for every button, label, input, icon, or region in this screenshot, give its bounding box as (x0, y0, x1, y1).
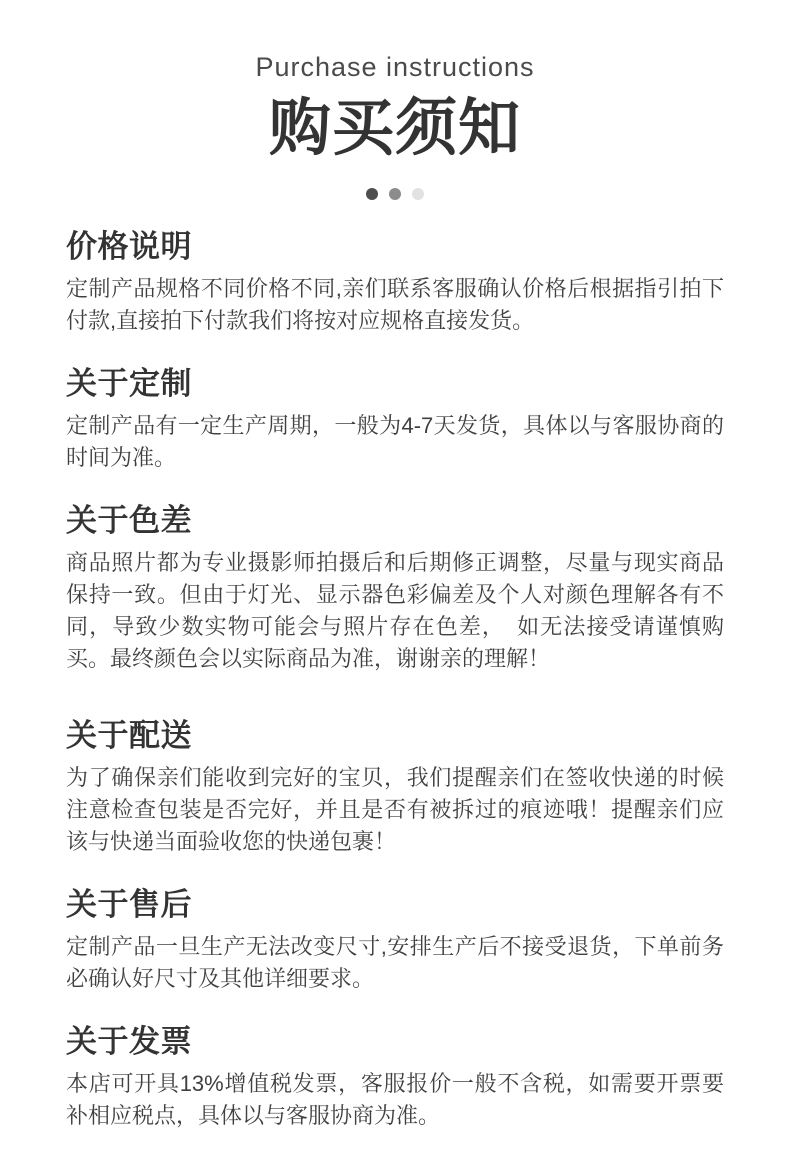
carousel-dot-3[interactable] (412, 188, 424, 200)
carousel-dot-2[interactable] (389, 188, 401, 200)
section-price-body: 定制产品规格不同价格不同,亲们联系客服确认价格后根据指引拍下付款,直接拍下付款我们将按对应规格直接发货。 (66, 276, 724, 333)
english-subtitle: Purchase instructions (255, 52, 535, 82)
section-color-difference (66, 504, 724, 675)
section-delivery-body: 为了确保亲们能收到完好的宝贝，我们提醒亲们在签收快递的时候注意检查包装是否完好，并且是否有被拆过的痕迹哦！提醒亲们应该与快递当面验收您的快递包裹！ (66, 765, 724, 854)
section-after-sales-body: 定制产品一旦生产无法改变尺寸,安排生产后不接受退货，下单前务必确认好尺寸及其他详细要求。 (66, 934, 724, 991)
section-color-difference-body: 商品照片都为专业摄影师拍摄后和后期修正调整，尽量与现实商品保持一致。但由于灯光、显示器色彩偏差及个人对颜色理解各有不同，导致少数实物可能会与照片存在色差， 如无法接受请谨慎购买。最终颜色会以实际商品为准，谢谢亲的理解！ (66, 550, 724, 671)
section-price-heading: 价格说明 (66, 229, 192, 264)
section-color-difference-heading: 关于色差 (66, 503, 192, 538)
section-after-sales-heading: 关于售后 (66, 887, 192, 922)
section-invoice (66, 1025, 724, 1132)
section-after-sales (66, 888, 724, 995)
section-delivery-heading: 关于配送 (66, 718, 192, 753)
carousel-dots (66, 188, 724, 200)
instruction-sections (66, 230, 724, 1132)
section-invoice-body: 本店可开具13%增值税发票，客服报价一般不含税，如需要开票要补相应税点，具体以与客服协商为准。 (66, 1071, 724, 1128)
section-customization (66, 367, 724, 474)
carousel-dot-1[interactable] (366, 188, 378, 200)
purchase-instructions-page (66, 0, 724, 1132)
section-price (66, 230, 724, 337)
section-customization-body: 定制产品有一定生产周期，一般为4-7天发货，具体以与客服协商的时间为准。 (66, 413, 724, 470)
section-customization-heading: 关于定制 (66, 366, 192, 401)
section-invoice-heading: 关于发票 (66, 1024, 192, 1059)
page-header (66, 52, 724, 200)
section-delivery (66, 719, 724, 858)
page-title: 购买须知 (268, 94, 521, 163)
